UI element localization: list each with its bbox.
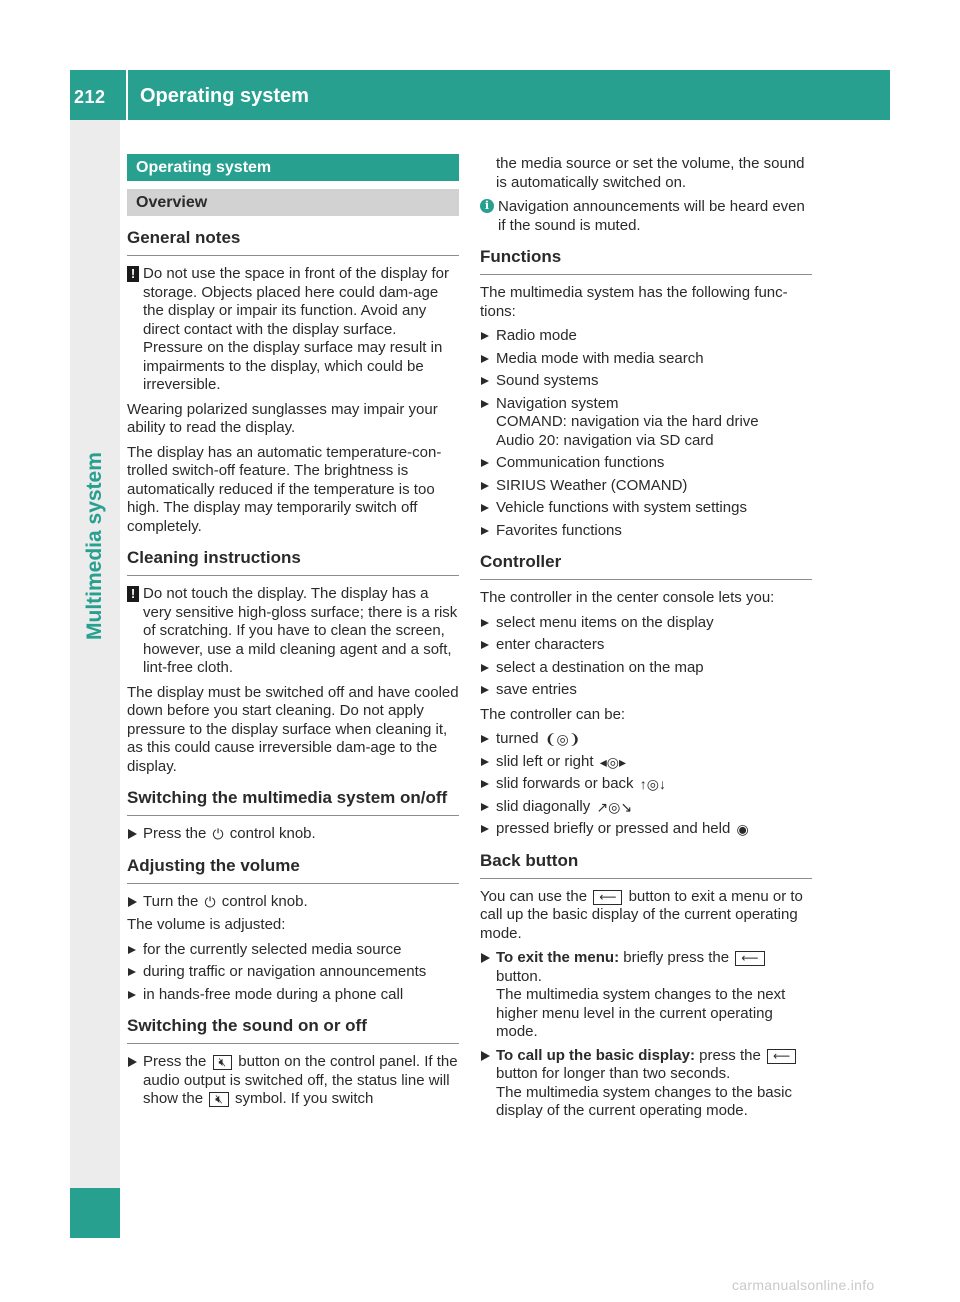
step	[127, 825, 459, 844]
paragraph-text: You can use the	[480, 887, 588, 905]
step-text: briefly press the	[623, 949, 730, 966]
list-item: select a destination on the map	[480, 659, 812, 678]
mute-icon: 🔇︎	[213, 1055, 233, 1070]
side-tab-marker	[70, 1188, 120, 1238]
list-item: enter characters	[480, 636, 812, 655]
mute-icon: 🔇︎	[209, 1092, 229, 1107]
warning-text: Do not use the space in front of the display for storage. Objects placed here could dam-age the display or impair its function. Avoid any direct contact with the display surface. Pressure on the display surface may result in impairments to the display, which could be irreversible.	[143, 265, 450, 393]
step-text: press the	[699, 1046, 761, 1064]
warning-icon: !	[127, 586, 139, 602]
heading-sound: Switching the sound on or off	[127, 1015, 459, 1044]
list-item: for the currently selected media source	[127, 941, 459, 960]
list-item-text: turned	[496, 730, 539, 747]
list-item: select menu items on the display	[480, 614, 812, 633]
heading-controller: Controller	[480, 551, 812, 580]
heading-general-notes: General notes	[127, 227, 459, 256]
watermark: carmanualsonline.info	[732, 1277, 875, 1293]
list-item: save entries	[480, 681, 812, 700]
list-item	[480, 395, 812, 451]
info-text: Navigation announcements will be heard even if the sound is muted.	[498, 198, 805, 234]
controller-press-icon: ◉	[736, 821, 749, 837]
list-item-text: pressed briefly or pressed and held	[496, 820, 731, 837]
step-text: button for longer than two seconds.	[496, 1065, 731, 1082]
paragraph	[480, 888, 812, 944]
list-item-text: slid left or right	[496, 752, 594, 770]
warning-icon: !	[127, 266, 139, 282]
paragraph: the media source or set the volume, the sound is automatically switched on.	[496, 155, 805, 191]
paragraph: The volume is adjusted:	[127, 916, 286, 933]
step-text: control knob.	[221, 892, 308, 910]
heading-functions: Functions	[480, 246, 812, 275]
list-item: in hands-free mode during a phone call	[127, 986, 459, 1005]
step-label: To call up the basic display:	[496, 1046, 695, 1064]
controller-slide-lr-icon: ◂◎▸	[599, 753, 626, 770]
step	[127, 1053, 459, 1109]
volume-list	[127, 941, 459, 1005]
paragraph-text: button to exit a menu or to call up the basic display of the current operating mode.	[480, 887, 803, 942]
back-icon: ⟵	[735, 951, 764, 966]
controller-slide-diagonal-icon: ↗◎↘	[596, 798, 633, 815]
list-item-text: Navigation system	[496, 394, 619, 412]
info-icon: i	[480, 199, 494, 213]
controller-moves-list	[480, 730, 812, 839]
step-text: control knob.	[229, 825, 316, 842]
back-icon: ⟵	[593, 890, 622, 905]
paragraph: The controller can be:	[480, 705, 626, 723]
controller-list	[480, 614, 812, 700]
paragraph: The display must be switched off and have cooled down before you start cleaning. Do not apply pressure to the display surface when cleaning it, as this could cause irreversible dam-age to the display.	[127, 683, 459, 775]
paragraph: The multimedia system has the following func-tions:	[480, 284, 788, 320]
list-item: SIRIUS Weather (COMAND)	[480, 477, 812, 496]
list-item: during traffic or navigation announcements	[127, 963, 459, 982]
step-text: button.	[496, 967, 542, 985]
list-item: Vehicle functions with system settings	[480, 499, 812, 518]
warning-text: Do not touch the display. The display has a very sensitive high-gloss surface; there is a risk of scratching. If you have to clean the screen, however, use a mild cleaning agent and a soft, lint-free cloth.	[143, 585, 458, 676]
list-item: Favorites functions	[480, 522, 812, 541]
list-item-text: slid forwards or back	[496, 775, 634, 792]
list-item	[480, 753, 812, 772]
step-text: symbol. If you switch	[234, 1090, 374, 1107]
list-item: Communication functions	[480, 454, 812, 473]
power-knob-icon: ⏻	[204, 893, 216, 910]
step-detail: The multimedia system changes to the basic display of the current operating mode.	[496, 1083, 792, 1119]
list-item: Media mode with media search	[480, 350, 812, 369]
controller-slide-fb-icon: ↑◎↓	[639, 776, 666, 792]
list-item	[480, 730, 812, 749]
heading-back-button: Back button	[480, 850, 812, 879]
list-item	[480, 775, 812, 794]
power-knob-icon: ⏻	[212, 826, 224, 842]
step-label: To exit the menu:	[496, 949, 620, 966]
warning-note	[127, 585, 459, 678]
functions-list	[480, 327, 812, 540]
list-item	[480, 820, 812, 839]
heading-switching: Switching the multimedia system on/off	[127, 787, 459, 816]
step-text: Press the	[143, 825, 207, 842]
step-text: Turn the	[143, 892, 199, 910]
list-item-text: slid diagonally	[496, 797, 591, 815]
list-item: Radio mode	[480, 327, 812, 346]
section-title: Operating system	[127, 154, 459, 181]
header-divider	[126, 70, 128, 120]
side-tab	[70, 120, 120, 1188]
heading-cleaning: Cleaning instructions	[127, 547, 459, 576]
step	[480, 1047, 812, 1121]
heading-volume: Adjusting the volume	[127, 855, 459, 884]
warning-note	[127, 265, 459, 395]
list-item	[480, 798, 812, 817]
info-note	[480, 198, 812, 235]
step-text: Press the	[143, 1053, 207, 1070]
right-column	[480, 155, 812, 1126]
controller-turn-icon: ❨◎❩	[544, 731, 581, 747]
page-number: 212	[74, 87, 106, 107]
step	[480, 949, 812, 1042]
step-text: button on the control panel. If the audio output is switched off, the status line will show the	[143, 1053, 458, 1107]
step-detail: The multimedia system changes to the next higher menu level in the current operating mode.	[496, 986, 786, 1040]
paragraph: The display has an automatic temperature-con-trolled switch-off feature. The brightness is automatically reduced if the temperature is too high. The display may temporarily switch off completely.	[127, 443, 442, 535]
list-item-sub: COMAND: navigation via the hard drive	[496, 413, 759, 430]
paragraph: The controller in the center console lets you:	[480, 589, 775, 606]
left-column	[127, 150, 459, 1114]
paragraph: Wearing polarized sunglasses may impair your ability to read the display.	[127, 400, 438, 436]
list-item: Sound systems	[480, 372, 812, 391]
side-tab-label: Multimedia system	[83, 452, 106, 640]
page-title: Operating system	[140, 85, 309, 107]
subsection-title: Overview	[127, 189, 459, 216]
list-item-sub: Audio 20: navigation via SD card	[496, 431, 714, 449]
step	[127, 893, 459, 912]
back-icon: ⟵	[767, 1049, 796, 1064]
